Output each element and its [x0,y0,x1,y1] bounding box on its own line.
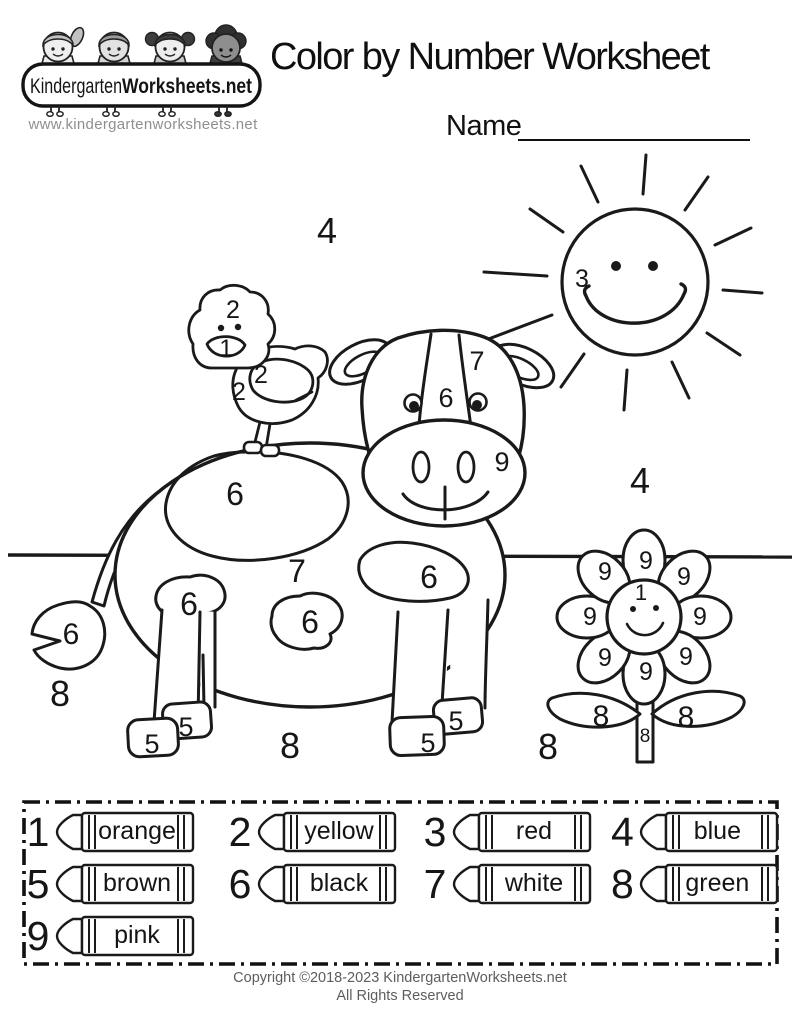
scene-number: 8 [677,701,695,734]
scene-number: 5 [144,729,160,759]
scene-number: 8 [279,725,301,766]
legend-number: 2 [228,808,252,855]
scene-number: 7 [469,346,485,376]
legend-number: 5 [26,860,50,907]
scene-number: 9 [639,658,653,686]
legend-item [421,809,609,856]
crayon-color-label: red [515,816,553,845]
scene-number: 9 [693,603,707,631]
crayon-color-label: pink [114,920,160,949]
legend-number: 3 [423,808,447,855]
scene-number: 5 [420,728,436,758]
scene-number: 5 [448,706,464,736]
flower-leaf-right [652,691,744,726]
legend-item [24,861,226,908]
scene-number: 8 [49,673,71,714]
legend-item [226,809,421,856]
legend-number: 1 [26,808,50,855]
legend-grid [24,806,773,962]
color-key-legend [22,800,779,966]
scene-number: 8 [537,726,559,767]
scene-number: 6 [438,383,454,413]
scene-number: 3 [575,265,589,293]
legend-item [24,913,226,960]
scene-number: 2 [232,378,246,406]
rights-text: All Rights Reserved [336,988,464,1004]
scene-number: 6 [226,476,244,512]
scene-number: 6 [62,618,80,651]
crayon-color-label: yellow [304,816,374,845]
crayon-icon [54,810,196,854]
scene-number: 6 [420,559,438,595]
legend-number: 7 [423,860,447,907]
crayon-icon [638,862,773,906]
legend-number: 4 [610,808,634,855]
scene-number: 8 [639,726,651,747]
scene-number: 8 [592,700,610,733]
crayon-color-label: white [504,868,564,897]
scene-number: 9 [583,603,597,631]
scene-number: 1 [219,335,233,362]
crayon-color-label: orange [98,816,176,845]
legend-number: 6 [228,860,252,907]
crayon-icon [451,810,593,854]
scene-number: 6 [301,604,319,640]
page-title: Color by Number Worksheet [270,36,709,78]
crayon-icon [451,862,593,906]
crayon-color-label: brown [102,868,172,897]
crayon-icon [54,914,196,958]
name-label: Name [446,110,522,142]
crayon-icon [638,810,773,854]
scene-number: 9 [679,643,693,671]
logo-text: KindergartenWorksheets.net [30,75,252,98]
legend-number: 8 [610,860,634,907]
copyright-text: Copyright ©2018-2023 KindergartenWorksheets.net [233,970,567,986]
scene-number: 9 [598,644,612,672]
crayon-color-label: black [309,868,369,897]
scene-number: 9 [639,547,653,575]
crayon-icon [256,862,398,906]
scene-number: 9 [598,558,612,586]
scene-number: 9 [677,563,691,591]
legend-item [421,861,609,908]
crayon-icon [54,862,196,906]
crayon-color-label: green [685,868,750,897]
site-url: www.kindergartenworksheets.net [28,116,258,133]
scene-number: 4 [316,210,338,251]
scene-number: 1 [634,580,648,605]
scene-number: 4 [629,460,651,501]
legend-item [226,861,421,908]
legend-item [609,861,773,908]
legend-item [24,809,226,856]
scene-number: 2 [226,296,240,324]
scene-number: 2 [254,361,268,389]
scene-number: 7 [288,553,306,589]
footer [0,969,800,1005]
scene-number: 9 [494,447,510,477]
legend-item [609,809,773,856]
crayon-color-label: blue [693,816,741,845]
scene-number: 5 [178,712,194,742]
crayon-icon [256,810,398,854]
scene-number: 6 [180,586,198,622]
legend-number: 9 [26,912,50,959]
